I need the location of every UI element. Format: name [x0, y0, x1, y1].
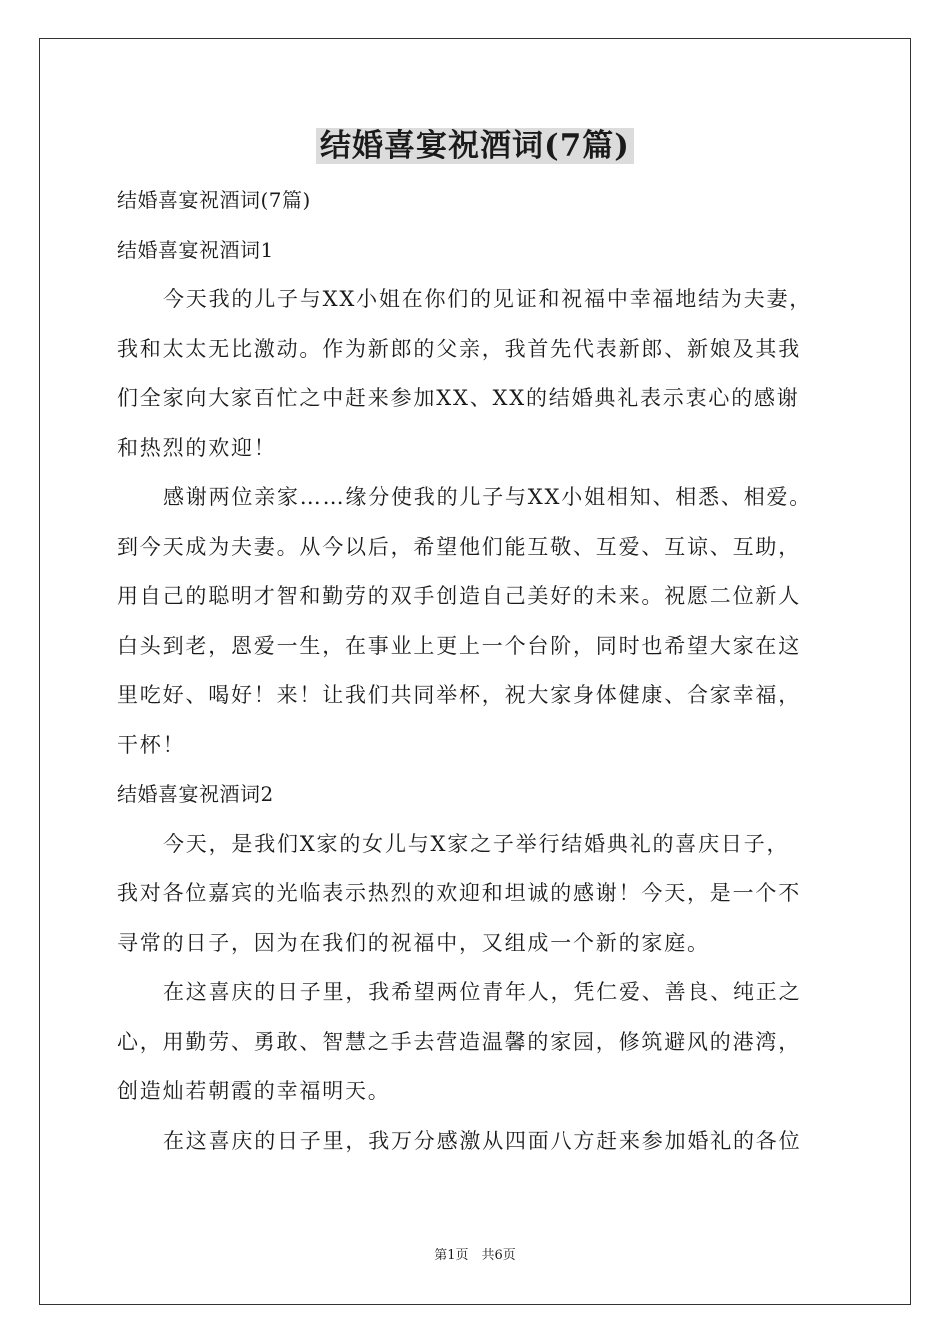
paragraph-line: 白头到老，恩爱一生，在事业上更上一个台阶，同时也希望大家在这	[117, 633, 801, 658]
paragraph-line: 和热烈的欢迎！	[117, 435, 277, 460]
subtitle-line: 结婚喜宴祝酒词(7篇)	[117, 188, 311, 212]
paragraph-line: 心，用勤劳、勇敢、智慧之手去营造温馨的家园，修筑避风的港湾，	[117, 1029, 801, 1054]
paragraph-line: 用自己的聪明才智和勤劳的双手创造自己美好的未来。祝愿二位新人	[117, 584, 801, 608]
section-heading-2: 结婚喜宴祝酒词2	[117, 782, 274, 806]
page-number-footer: 第1页 共6页	[434, 1248, 516, 1263]
paragraph-line: 感谢两位亲家……缘分使我的儿子与XX小姐相知、相悉、相爱。	[163, 485, 813, 509]
paragraph-line: 们全家向大家百忙之中赶来参加XX、XX的结婚典礼表示衷心的感谢	[117, 386, 800, 410]
document-body	[117, 176, 857, 1166]
paragraph-line: 今天我的儿子与XX小姐在你们的见证和祝福中幸福地结为夫妻，	[163, 287, 813, 311]
paragraph-line: 在这喜庆的日子里，我希望两位青年人，凭仁爱、善良、纯正之	[163, 980, 802, 1004]
paragraph-line: 我对各位嘉宾的光临表示热烈的欢迎和坦诚的感谢！今天，是一个不	[117, 881, 801, 905]
document-title	[0, 124, 950, 168]
paragraph-line: 今天，是我们X家的女儿与X家之子举行结婚典礼的喜庆日子，	[163, 831, 790, 856]
document-title-text: 结婚喜宴祝酒词(7篇)	[316, 128, 634, 164]
paragraph-line: 寻常的日子，因为在我们的祝福中，又组成一个新的家庭。	[117, 930, 710, 955]
paragraph-line: 在这喜庆的日子里，我万分感激从四面八方赶来参加婚礼的各位	[163, 1128, 802, 1153]
paragraph-line: 到今天成为夫妻。从今以后，希望他们能互敬、互爱、互谅、互助，	[117, 534, 801, 559]
paragraph-line: 我和太太无比激动。作为新郎的父亲，我首先代表新郎、新娘及其我	[117, 336, 801, 361]
section-heading-1: 结婚喜宴祝酒词1	[117, 237, 274, 262]
paragraph-line: 创造灿若朝霞的幸福明天。	[117, 1079, 391, 1103]
paragraph-line: 干杯！	[117, 732, 186, 757]
paragraph-line: 里吃好、喝好！来！让我们共同举杯，祝大家身体健康、合家幸福，	[117, 683, 801, 707]
